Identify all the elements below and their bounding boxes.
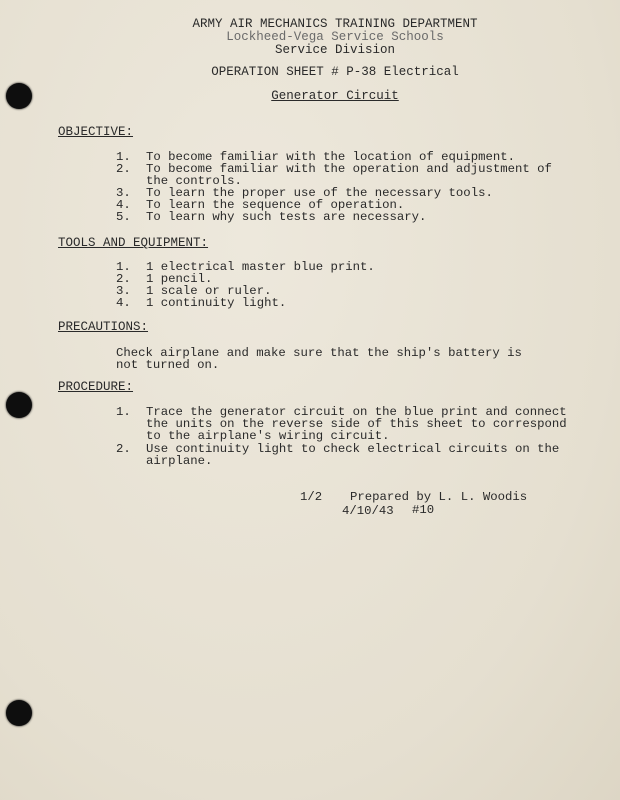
- procedure-text: airplane.: [146, 454, 213, 468]
- sheet-number: #10: [412, 503, 435, 517]
- procedure-text: to the airplane's wiring circuit.: [146, 429, 390, 443]
- tools-heading: TOOLS AND EQUIPMENT:: [58, 236, 209, 250]
- objective-text: the controls.: [146, 174, 242, 188]
- prepared-by: Prepared by L. L. Woodis: [350, 490, 528, 504]
- objective-number: 5.: [116, 210, 131, 224]
- tools-text: 1 electrical master blue print.: [146, 260, 375, 274]
- binder-hole-middle: [6, 392, 32, 418]
- precautions-text: not turned on.: [116, 358, 220, 372]
- binder-hole-bottom: [6, 700, 32, 726]
- procedure-text: the units on the reverse side of this sheet to correspond: [146, 417, 567, 431]
- objective-text: To learn the sequence of operation.: [146, 198, 405, 212]
- schools-title: Lockheed-Vega Service Schools: [226, 30, 444, 44]
- tools-number: 3.: [116, 284, 131, 298]
- procedure-number: 1.: [116, 405, 131, 419]
- tools-text: 1 scale or ruler.: [146, 284, 272, 298]
- procedure-text: Use continuity light to check electrical circuits on the: [146, 442, 560, 456]
- objective-text: To learn the proper use of the necessary tools.: [146, 186, 493, 200]
- objective-heading: OBJECTIVE:: [58, 125, 134, 139]
- procedure-text: Trace the generator circuit on the blue print and connect: [146, 405, 567, 419]
- tools-number: 4.: [116, 296, 131, 310]
- objective-text: To become familiar with the operation and adjustment of: [146, 162, 552, 176]
- procedure-heading: PROCEDURE:: [58, 380, 134, 394]
- tools-text: 1 continuity light.: [146, 296, 287, 310]
- objective-number: 3.: [116, 186, 131, 200]
- objective-number: 4.: [116, 198, 131, 212]
- department-title: ARMY AIR MECHANICS TRAINING DEPARTMENT: [192, 17, 478, 31]
- objective-text: To learn why such tests are necessary.: [146, 210, 427, 224]
- precautions-text: Check airplane and make sure that the ship's battery is: [116, 346, 522, 360]
- operation-sheet-title: OPERATION SHEET # P-38 Electrical: [211, 65, 459, 79]
- procedure-number: 2.: [116, 442, 131, 456]
- tools-text: 1 pencil.: [146, 272, 213, 286]
- prepared-date: 4/10/43: [342, 504, 394, 518]
- subject-title: Generator Circuit: [271, 89, 399, 103]
- precautions-heading: PRECAUTIONS:: [58, 320, 149, 334]
- objective-number: 1.: [116, 150, 131, 164]
- tools-number: 2.: [116, 272, 131, 286]
- page-number: 1/2: [300, 490, 323, 504]
- objective-text: To become familiar with the location of equipment.: [146, 150, 515, 164]
- objective-number: 2.: [116, 162, 131, 176]
- tools-number: 1.: [116, 260, 131, 274]
- division-title: Service Division: [274, 43, 396, 57]
